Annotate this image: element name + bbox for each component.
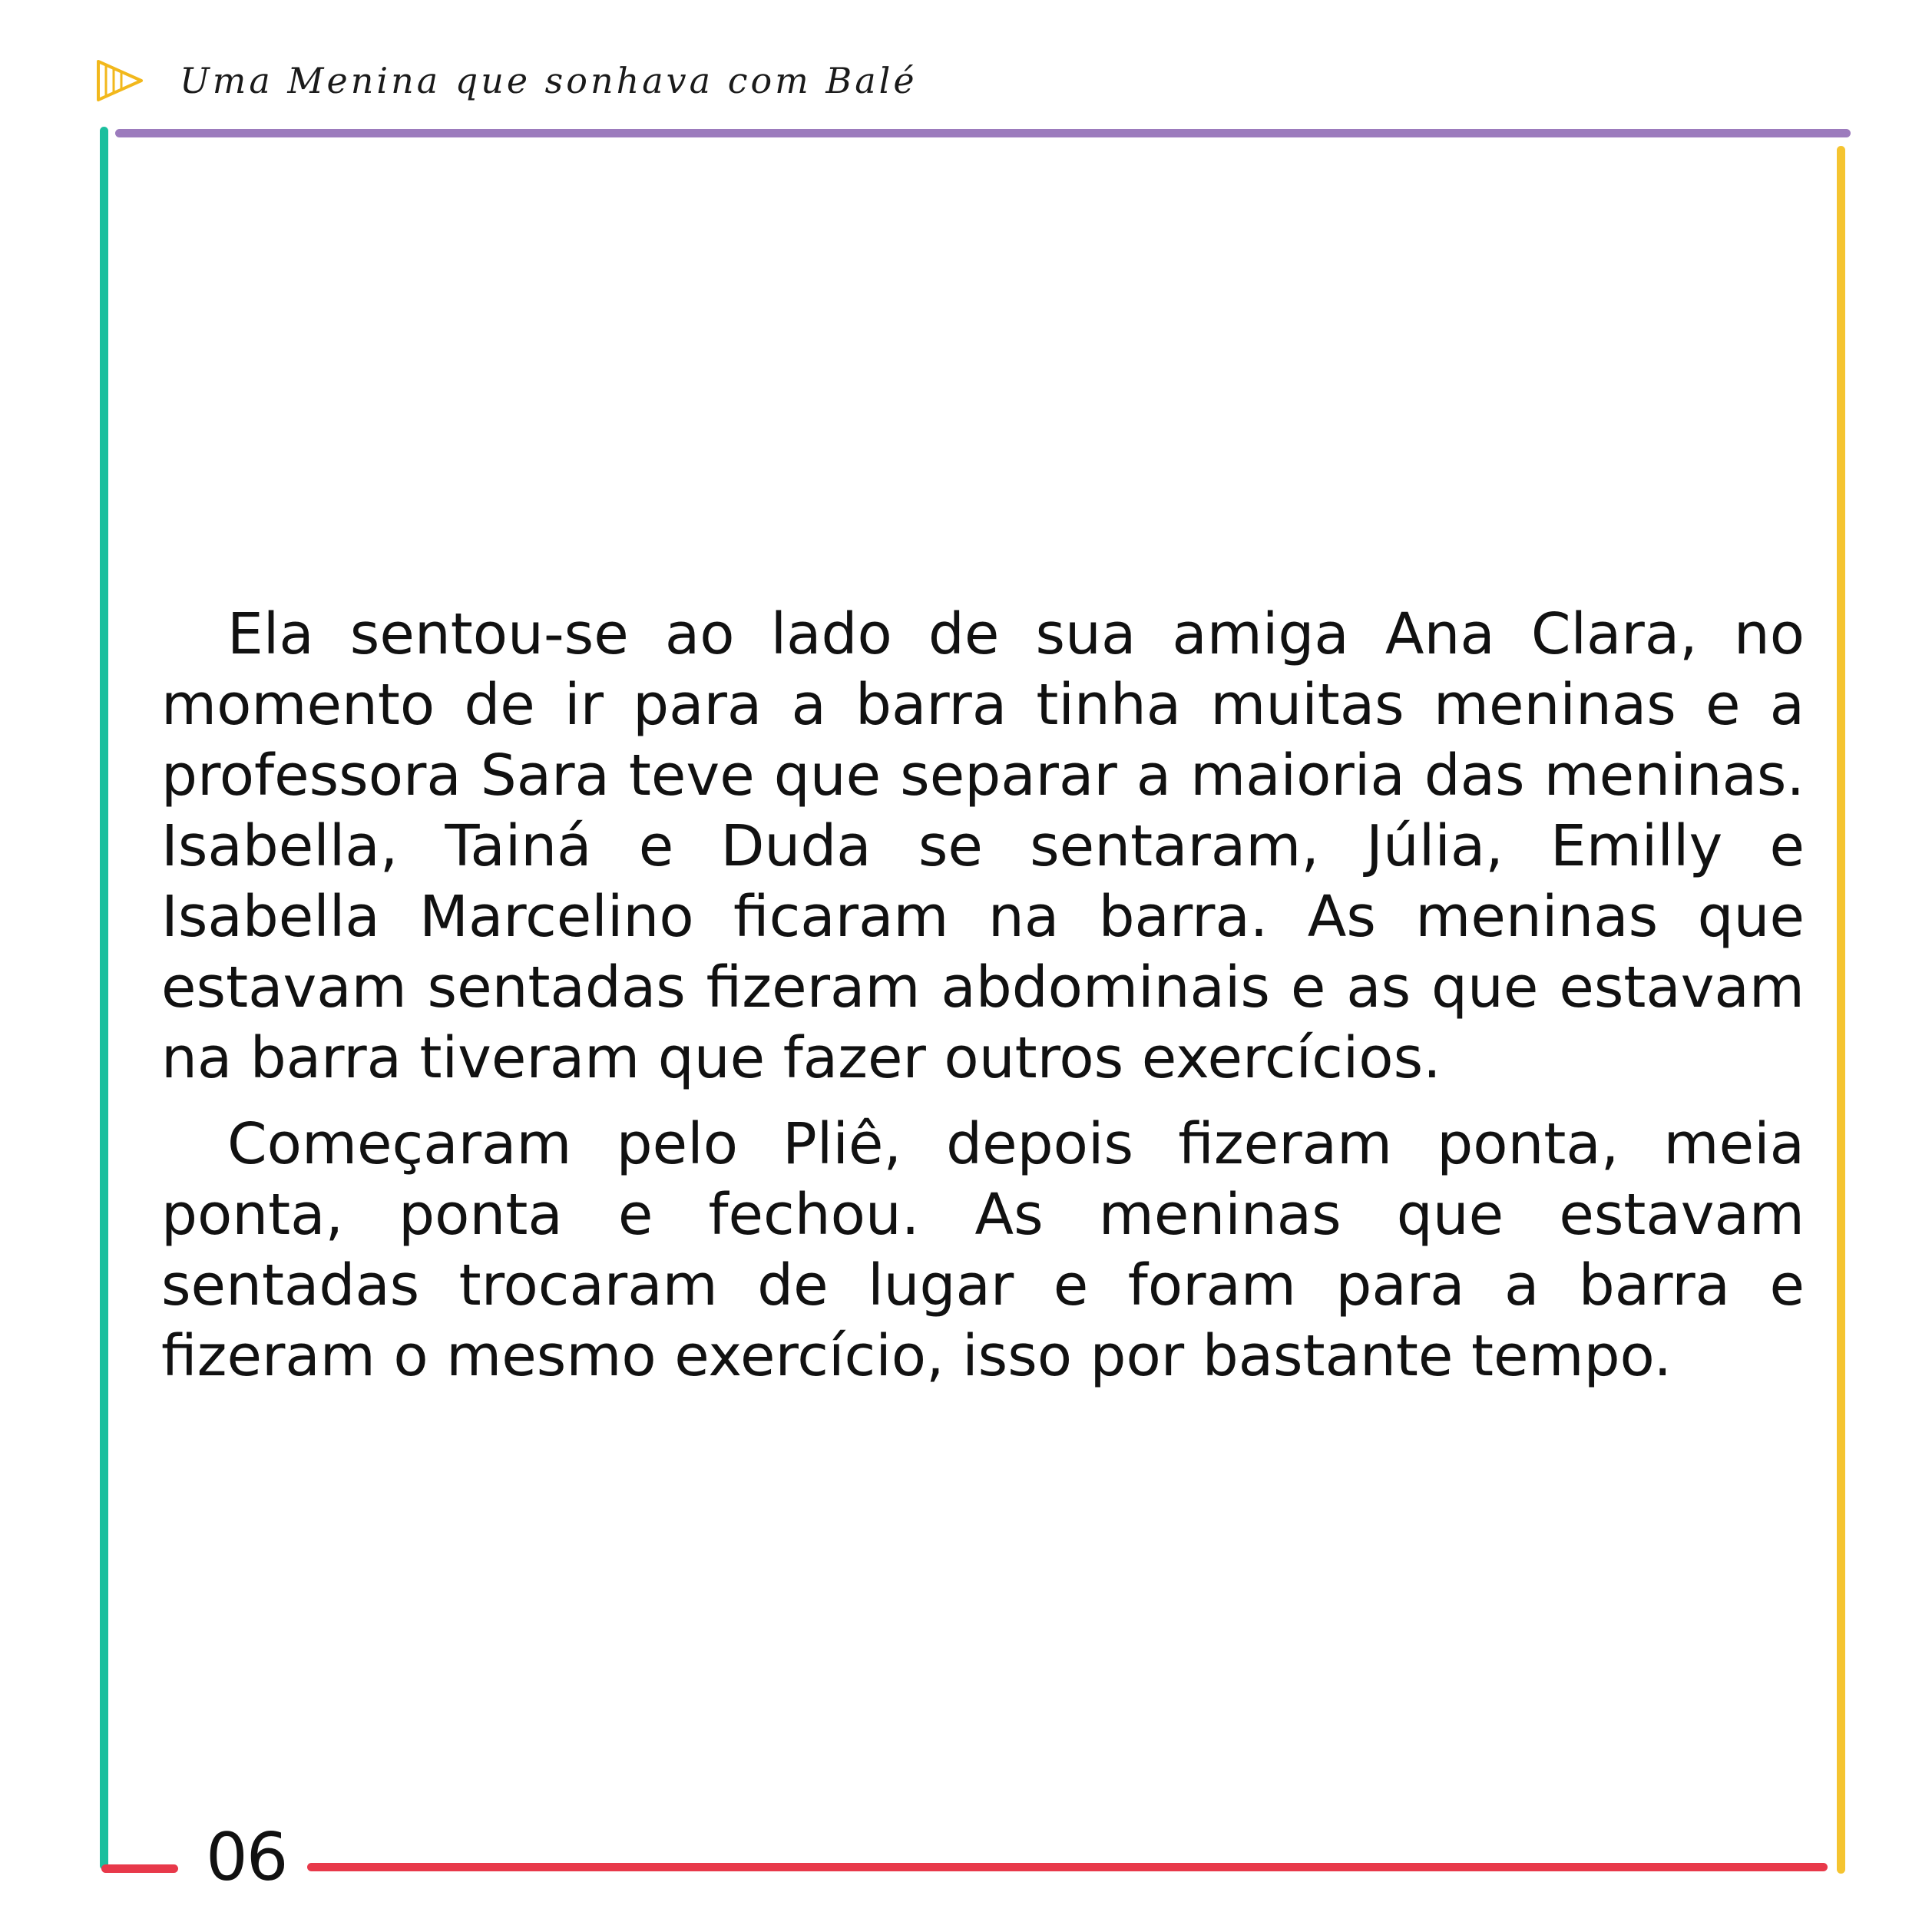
paragraph: Ela sentou-se ao lado de sua amiga Ana Clara, no momento de ir para a barra tinha muitas meninas e a professora Sara teve que separar a maioria das meninas. Isabella, Tainá e Duda se sentaram, Júlia, Emilly e Isabella Marcelino ficaram na barra. As meninas que estavam sentadas fizeram abdominais e as que estavam na barra tiveram que fazer outros exercícios. (161, 601, 1805, 1091)
play-triangle-icon (95, 58, 144, 103)
story-text (161, 599, 1805, 1407)
page-number: 06 (206, 1819, 287, 1896)
bottom-border-left (101, 1864, 178, 1873)
book-title: Uma Menina que sonhava com Balé (180, 60, 918, 101)
paragraph: Começaram pelo Pliê, depois fizeram ponta, meia ponta, ponta e fechou. As meninas que estavam sentadas trocaram de lugar e foram para a barra e fizeram o mesmo exercício, isso por bastante tempo. (161, 1111, 1805, 1389)
top-border (115, 129, 1851, 137)
right-border (1837, 146, 1845, 1874)
bottom-border-right (307, 1863, 1828, 1871)
left-border (100, 127, 108, 1870)
